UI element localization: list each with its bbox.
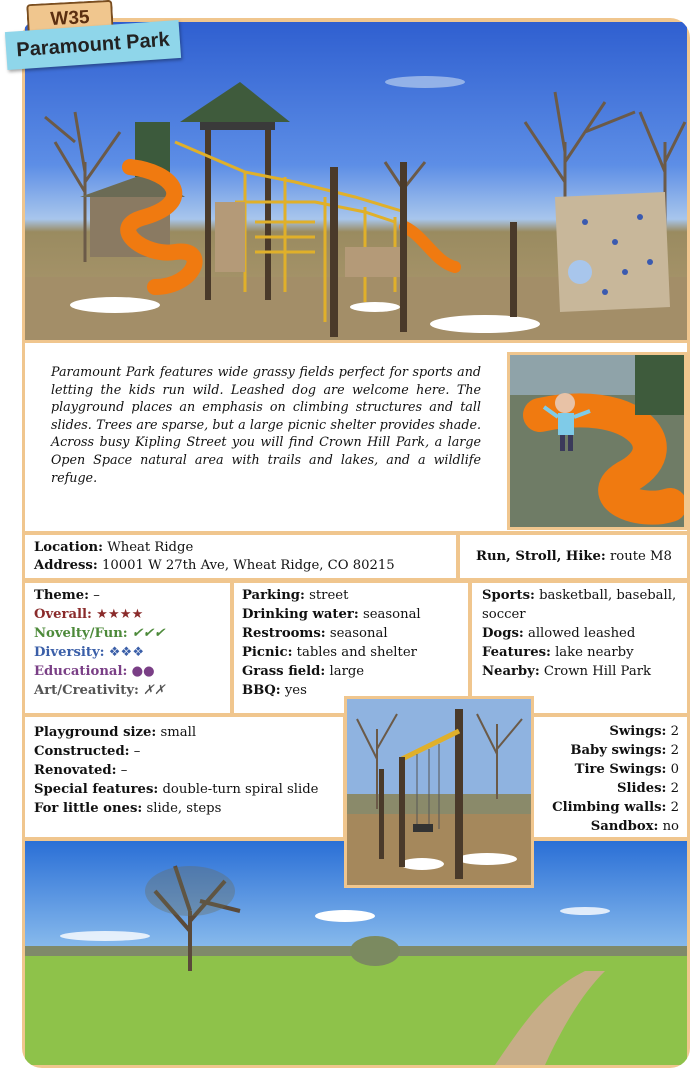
features-label: Features: <box>482 645 551 660</box>
theme-value: – <box>93 588 100 603</box>
tire-swings-value: 0 <box>670 762 679 777</box>
parking-line <box>242 586 421 605</box>
parking-value: street <box>309 588 349 603</box>
location-line <box>34 538 193 557</box>
grass-line <box>242 662 421 681</box>
swings-label: Swings: <box>609 724 667 739</box>
sports-line <box>482 586 682 624</box>
novelty-label: Novelty/Fun: <box>34 626 128 641</box>
slide-child-photo <box>507 352 687 530</box>
route-value: route M8 <box>609 549 672 564</box>
art-label: Art/Creativity: <box>34 683 139 698</box>
parking-label: Parking: <box>242 588 305 603</box>
dogs-value: allowed leashed <box>527 626 636 641</box>
playground-panel <box>25 717 343 837</box>
educational-label: Educational: <box>34 664 128 679</box>
overall-label: Overall: <box>34 607 92 622</box>
picnic-value: tables and shelter <box>296 645 417 660</box>
picnic-label: Picnic: <box>242 645 293 660</box>
special-line <box>34 780 318 799</box>
climbing-label: Climbing walls: <box>552 800 667 815</box>
dogs-label: Dogs: <box>482 626 524 641</box>
equipment-panel <box>530 717 687 837</box>
sports-value: basketball, baseball, soccer <box>482 588 677 622</box>
diversity-line <box>34 643 165 662</box>
park-card <box>22 18 690 1068</box>
theme-line <box>34 586 165 605</box>
diversity-label: Diversity: <box>34 645 105 660</box>
location-panel <box>25 535 456 578</box>
overall-line <box>34 605 165 624</box>
bbq-label: BBQ: <box>242 683 281 698</box>
description-panel <box>25 343 687 531</box>
location-label: Location: <box>34 540 103 555</box>
diversity-icons: ❖❖❖ <box>108 645 145 660</box>
tire-swings-line <box>552 760 679 779</box>
nearby-label: Nearby: <box>482 664 540 679</box>
baby-swings-label: Baby swings: <box>570 743 667 758</box>
grass-label: Grass field: <box>242 664 326 679</box>
park-description: Paramount Park features wide grassy fields perfect for sports and letting the kids run wild. Leashed dog are welcome here. The playground places an emphasis on climbing structures and tall slides. Trees are sparse, but a large picnic shelter provides shade. Across busy Kipling Street you will find Crown Hill Park, a large Open Space natural area with trails and lakes, and a wildlife refuge. <box>51 364 481 485</box>
overall-stars: ★★★★ <box>96 607 144 622</box>
climbing-line <box>552 798 679 817</box>
route-line <box>476 547 672 566</box>
size-line <box>34 723 318 742</box>
renovated-line <box>34 761 318 780</box>
baby-swings-line <box>552 741 679 760</box>
water-value: seasonal <box>362 607 421 622</box>
sandbox-line <box>552 817 679 836</box>
swing-set-illustration <box>347 699 531 885</box>
hero-playground-photo <box>25 22 687 340</box>
educational-line <box>34 662 165 681</box>
novelty-checks: ✔✔✔ <box>131 626 166 641</box>
little-label: For little ones: <box>34 801 143 816</box>
tire-swings-label: Tire Swings: <box>574 762 667 777</box>
picnic-line <box>242 643 421 662</box>
theme-label: Theme: <box>34 588 90 603</box>
size-value: small <box>160 725 197 740</box>
renovated-value: – <box>120 763 128 778</box>
location-value: Wheat Ridge <box>107 540 194 555</box>
little-line <box>34 799 318 818</box>
art-line <box>34 681 165 700</box>
route-panel <box>460 535 687 578</box>
sandbox-value: no <box>662 819 679 834</box>
renovated-label: Renovated: <box>34 763 117 778</box>
features-value: lake nearby <box>555 645 634 660</box>
water-line <box>242 605 421 624</box>
address-line <box>34 556 395 575</box>
special-value: double-turn spiral slide <box>162 782 319 797</box>
playground-illustration <box>25 22 687 340</box>
swings-value: 2 <box>670 724 679 739</box>
size-label: Playground size: <box>34 725 157 740</box>
educational-icons: ●● <box>131 664 155 679</box>
art-icons: ✗✗ <box>143 683 166 698</box>
restrooms-label: Restrooms: <box>242 626 326 641</box>
park-code-tab: W35 <box>26 0 114 36</box>
sports-label: Sports: <box>482 588 535 603</box>
ratings-panel <box>25 583 230 713</box>
slides-label: Slides: <box>616 781 667 796</box>
nearby-value: Crown Hill Park <box>543 664 651 679</box>
sandbox-label: Sandbox: <box>590 819 659 834</box>
child-on-slide-illustration <box>510 355 684 527</box>
extras-panel <box>472 583 687 713</box>
dogs-line <box>482 624 682 643</box>
features-line <box>482 643 682 662</box>
nearby-line <box>482 662 682 681</box>
route-label: Run, Stroll, Hike: <box>476 549 606 564</box>
constructed-value: – <box>133 744 141 759</box>
bbq-value: yes <box>284 683 307 698</box>
special-label: Special features: <box>34 782 159 797</box>
constructed-label: Constructed: <box>34 744 130 759</box>
little-value: slide, steps <box>146 801 222 816</box>
address-value: 10001 W 27th Ave, Wheat Ridge, CO 80215 <box>101 558 395 573</box>
slides-line <box>552 779 679 798</box>
novelty-line <box>34 624 165 643</box>
constructed-line <box>34 742 318 761</box>
water-label: Drinking water: <box>242 607 359 622</box>
grass-value: large <box>329 664 365 679</box>
swings-line <box>552 722 679 741</box>
restrooms-line <box>242 624 421 643</box>
climbing-value: 2 <box>670 800 679 815</box>
address-label: Address: <box>34 558 98 573</box>
swing-photo <box>344 696 534 888</box>
slides-value: 2 <box>670 781 679 796</box>
baby-swings-value: 2 <box>670 743 679 758</box>
park-title: Paramount Park <box>5 20 181 70</box>
amenities-panel <box>234 583 468 713</box>
restrooms-value: seasonal <box>329 626 388 641</box>
